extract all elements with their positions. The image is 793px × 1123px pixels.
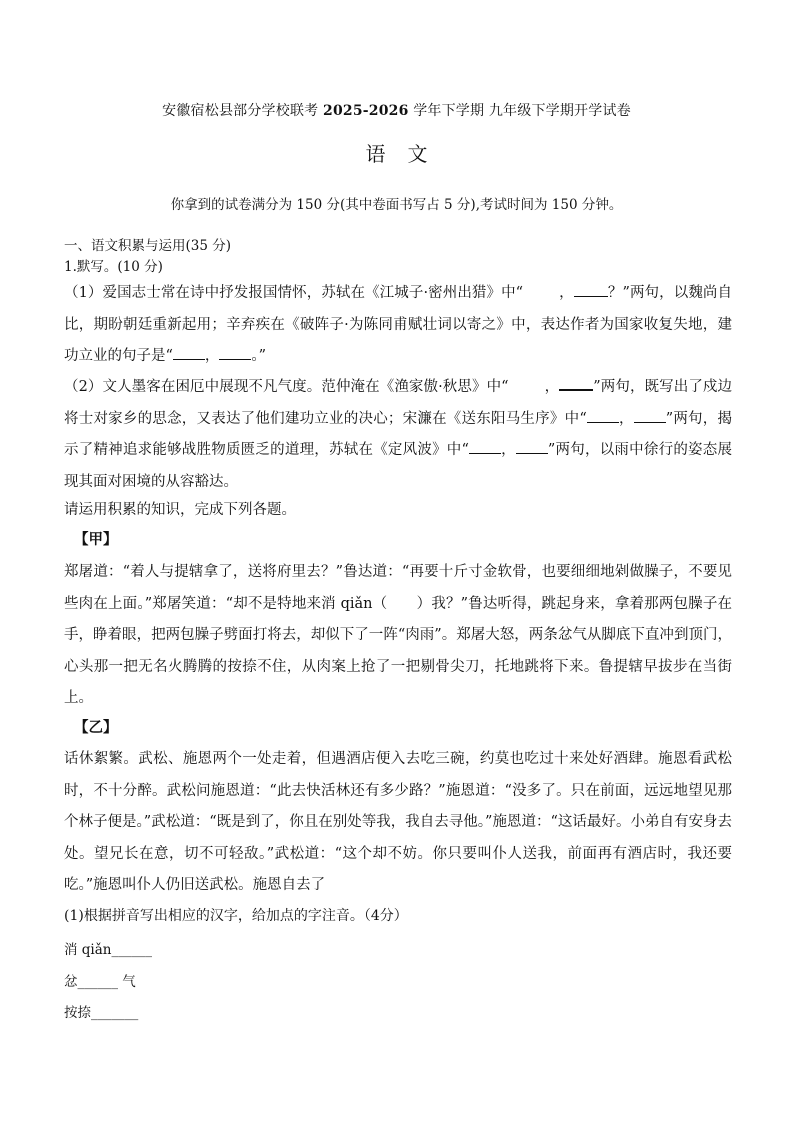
title-part-1: 安徽宿松县部分学校联考 (162, 103, 323, 119)
p2-text-c: ”两句，既写出了戍边将士对家乡的思念，又表达了他们建功立业的决心；宋濂在《送东阳马生序》中“ (64, 379, 732, 427)
answer-blank[interactable] (634, 410, 666, 423)
p2-text-a: （2）文人墨客在困厄中展现不凡气度。范仲淹在《渔家傲·秋思》中“ (64, 379, 509, 395)
p1-text-c: ？”两句，以魏尚自比，期盼朝廷重新起用；辛弃疾在《破阵子·为陈同甫赋壮词以寄之》中，表达作者为国家收复失地，建功立业的句子是“ (64, 285, 732, 364)
answer-blank[interactable] (574, 284, 608, 297)
exam-note: 你拿到的试卷满分为 150 分(其中卷面书写占 5 分),考试时间为 150 分钟。 (170, 197, 623, 213)
answer-blank[interactable] (509, 379, 545, 391)
answer-blank[interactable] (173, 347, 205, 360)
section-heading: 一、语文积累与运用(35 分) (64, 238, 232, 254)
answer-blank[interactable] (587, 410, 619, 423)
p2-text-g: ”两句，以雨中徐行的姿态展现其面对困境的从容豁达。 (64, 442, 732, 490)
answer-blank[interactable] (523, 285, 559, 297)
question-1-heading: 1.默写。(10 分) (64, 259, 163, 275)
instruction: 请运用积累的知识，完成下列各题。 (64, 502, 296, 518)
passage-yi-marker: 【乙】 (74, 719, 118, 736)
subject-heading: 语文 (365, 142, 450, 166)
question-1-part-1 (64, 278, 732, 373)
answer-blank[interactable] (469, 441, 501, 454)
pinyin-item-1[interactable]: 消 qiǎn______ (64, 942, 152, 958)
p1-text-b: ， (559, 285, 574, 301)
answer-blank[interactable] (219, 347, 251, 360)
answer-blank[interactable] (516, 441, 548, 454)
p2-text-e: ”两句，揭示了精神追求能够战胜物质匮乏的道理，苏轼在《定风波》中“ (64, 410, 732, 458)
p2-text-b: ， (544, 379, 560, 395)
p2-text-f: ， (500, 442, 516, 458)
exam-title (0, 100, 793, 120)
p2-text-d: ， (618, 410, 634, 427)
title-part-2: 学年下学期 九年级下学期开学试卷 (408, 103, 631, 119)
passage-yi: 话休絮繁。武松、施恩两个一处走着，但遇酒店便入去吃三碗，约莫也吃过十来处好酒肆。施恩看武松时，不十分醉。武松问施恩道：“此去快活林还有多少路？”施恩道：“没多了。只在前面，远远地望见那个林子便是。”武松道：“既是到了，你且在别处等我，我自去寻他。”施恩道：“这话最好。小弟自有安身去处。望兄长在意，切不可轻敌。”武松道：“这个却不妨。你只要叫仆人送我，前面再有酒店时，我还要吃。”施恩叫仆人仍旧送武松。施恩自去了 (64, 751, 732, 893)
p1-text-e: 。” (251, 348, 267, 364)
question-stem: (1)根据拼音写出相应的汉字，给加点的字注音。（4分） (64, 908, 408, 924)
p1-text-a: （1）爱国志士常在诗中抒发报国情怀，苏轼在《江城子·密州出猎》中“ (64, 285, 524, 301)
question-1-part-2 (64, 372, 732, 498)
passage-jia: 郑屠道：“着人与提辖拿了，送将府里去？”鲁达道：“再要十斤寸金软骨，也要细细地剁做臊子，不要见些肉在上面。”郑屠笑道：“却不是特地来消 qiǎn（ ）我？”鲁达听得，跳起身来，拿着那两包臊子在手，睁着眼，把两包臊子劈面打将去，却似下了一阵“肉雨”。郑屠大怒，两条忿气从脚底下直冲到顶门，心头那一把无名火腾腾的按捺不住，从肉案上抢了一把剔骨尖刀，托地跳将下来。鲁提辖早拔步在当街上。 (64, 564, 732, 706)
passage-jia-marker: 【甲】 (74, 531, 118, 548)
title-year: 2025-2026 (323, 103, 409, 119)
pinyin-item-2[interactable]: 忿______ 气 (64, 974, 136, 990)
pinyin-item-3[interactable]: 按捺_______ (64, 1005, 139, 1021)
p1-text-d: ， (204, 348, 220, 364)
answer-blank[interactable] (559, 377, 593, 391)
